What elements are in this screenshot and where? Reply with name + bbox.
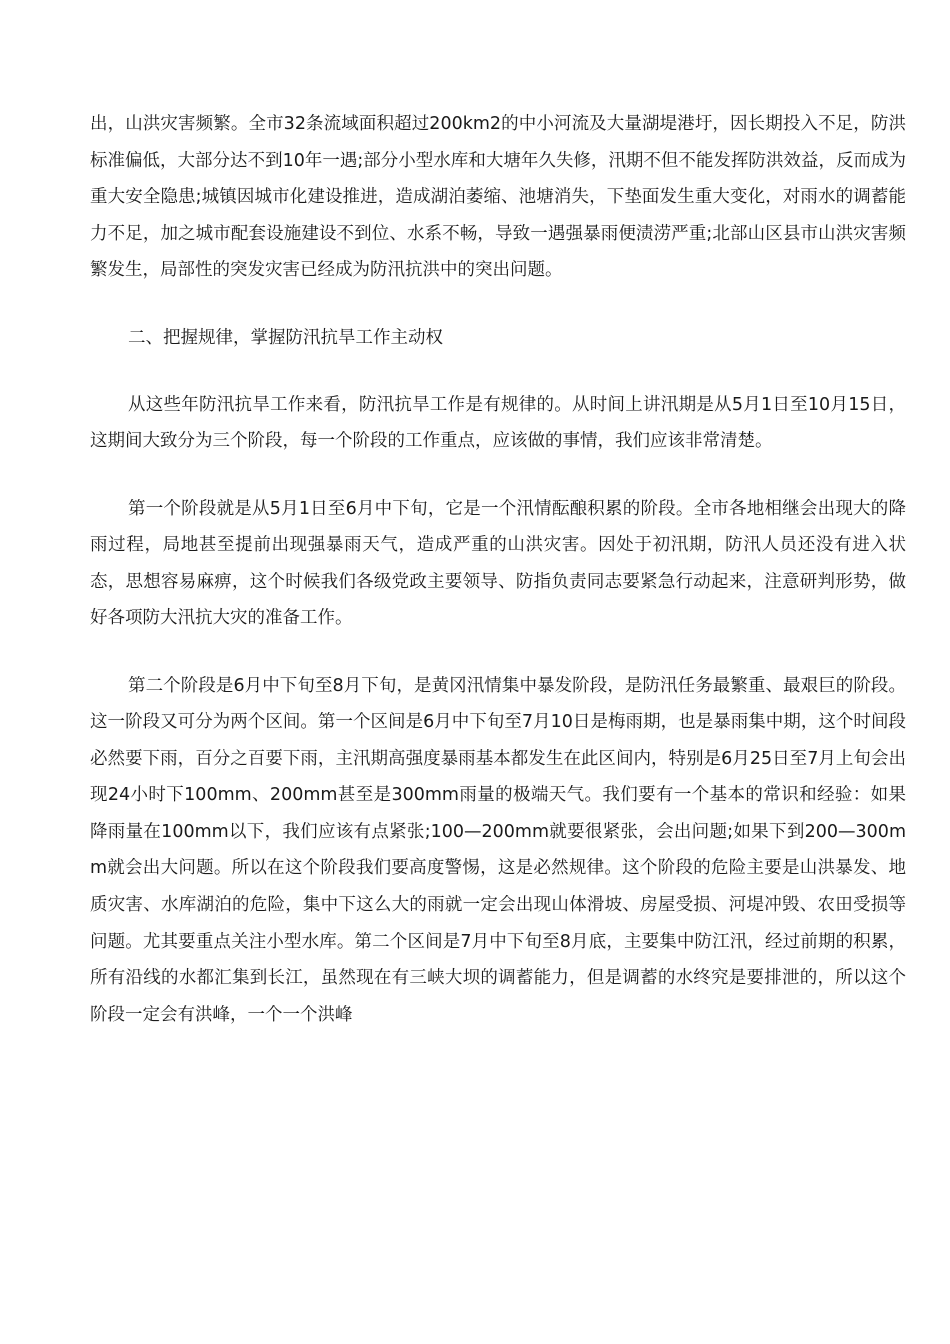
paragraph-stage-one: 第一个阶段就是从5月1日至6月中下旬，它是一个汛情酝酿积累的阶段。全市各地相继会出现大的降雨过程，局地甚至提前出现强暴雨天气，造成严重的山洪灾害。因处于初汛期，防汛人员还没有进入状态，思想容易麻痹，这个时候我们各级党政主要领导、防指负责同志要紧急行动起来，注意研判形势，做好各项防大汛抗大灾的准备工作。 — [90, 498, 906, 629]
paragraph-continuation: 出，山洪灾害频繁。全市32条流域面积超过200km2的中小河流及大量湖堤港圩，因长期投入不足，防洪标准偏低，大部分达不到10年一遇;部分小型水库和大塘年久失修，汛期不但不能发挥防洪效益，反而成为重大安全隐患;城镇因城市化建设推进，造成湖泊萎缩、池塘消失，下垫面发生重大变化，对雨水的调蓄能力不足，加之城市配套设施建设不到位、水系不畅，导致一遇强暴雨便渍涝严重;北部山区县市山洪灾害频繁发生，局部性的突发灾害已经成为防汛抗洪中的突出问题。 — [90, 114, 906, 281]
paragraph-stage-two: 第二个阶段是6月中下旬至8月下旬，是黄冈汛情集中暴发阶段，是防汛任务最繁重、最艰巨的阶段。这一阶段又可分为两个区间。第一个区间是6月中下旬至7月10日是梅雨期，也是暴雨集中期，这个时间段必然要下雨，百分之百要下雨，主汛期高强度暴雨基本都发生在此区间内，特别是6月25日至7月上旬会出现24小时下100mm、200mm甚至是300mm雨量的极端天气。我们要有一个基本的常识和经验：如果降雨量在100mm以下，我们应该有点紧张;100—200mm就要很紧张，会出问题;如果下到200—300mm就会出大问题。所以在这个阶段我们要高度警惕，这是必然规律。这个阶段的危险主要是山洪暴发、地质灾害、水库湖泊的危险，集中下这么大的雨就一定会出现山体滑坡、房屋受损、河堤冲毁、农田受损等问题。尤其要重点关注小型水库。第二个区间是7月中下旬至8月底，主要集中防江汛，经过前期的积累，所有沿线的水都汇集到长江，虽然现在有三峡大坝的调蓄能力，但是调蓄的水终究是要排泄的，所以这个阶段一定会有洪峰，一个一个洪峰 — [90, 675, 906, 1025]
document-page — [90, 106, 906, 1033]
section-heading: 二、把握规律，掌握防汛抗旱工作主动权 — [128, 327, 443, 348]
paragraph-overview: 从这些年防汛抗旱工作来看，防汛抗旱工作是有规律的。从时间上讲汛期是从5月1日至10月15日，这期间大致分为三个阶段，每一个阶段的工作重点，应该做的事情，我们应该非常清楚。 — [90, 394, 906, 452]
